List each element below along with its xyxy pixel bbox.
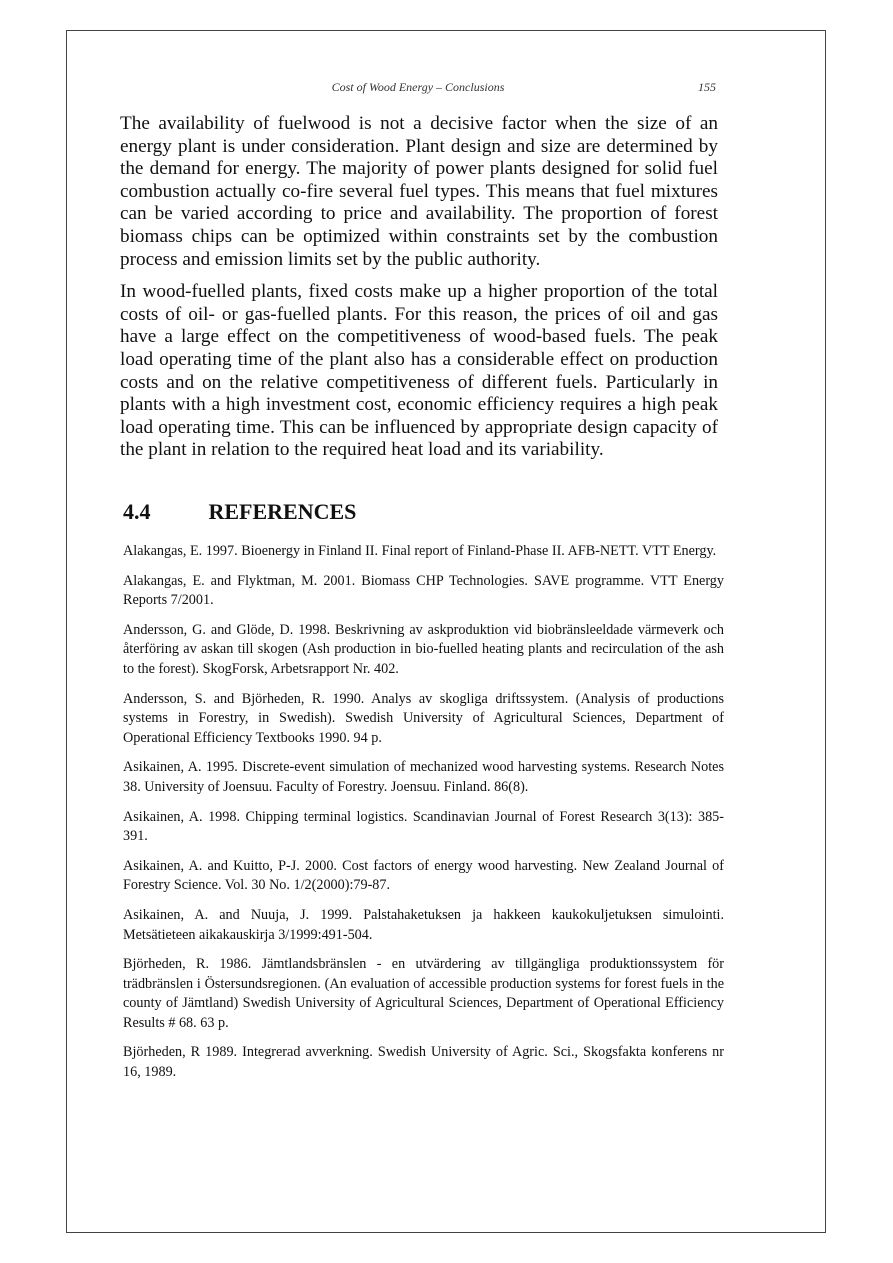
running-header bbox=[120, 80, 716, 100]
reference-item: Andersson, S. and Björheden, R. 1990. Analys av skogliga driftssystem. (Analysis of productions systems in Forestry, in Swedish). Swedish University of Agricultural Sciences, Department of Operational Efficiency Textbooks 1990. 94 p. bbox=[123, 690, 724, 746]
section-number: 4.4 bbox=[123, 499, 151, 524]
reference-item: Andersson, G. and Glöde, D. 1998. Beskrivning av askproduktion vid biobränsleeldade värmeverk och återföring av askan till skogen (Ash production in bio-fuelled heating plants and recirculation of the ash to the forest). SkogForsk, Arbetsrapport Nr. 402. bbox=[123, 621, 724, 677]
body-text bbox=[120, 113, 718, 472]
paragraph: In wood-fuelled plants, fixed costs make up a higher proportion of the total costs of oil- or gas-fuelled plants. For this reason, the prices of oil and gas have a large effect on the competitiveness of wood-based fuels. The peak load operating time of the plant also has a considerable effect on production costs and on the relative competitiveness of different fuels. Particularly in plants with a high investment cost, economic efficiency requires a high peak load operating time. This can be influenced by appropriate design capacity of the plant in relation to the required heat load and its variability. bbox=[120, 281, 718, 461]
reference-item: Björheden, R 1989. Integrerad avverkning. Swedish University of Agric. Sci., Skogsfakta konferens nr 16, 1989. bbox=[123, 1044, 724, 1081]
reference-item: Asikainen, A. 1998. Chipping terminal logistics. Scandinavian Journal of Forest Research 3(13): 385-391. bbox=[123, 808, 724, 845]
reference-item: Asikainen, A. 1995. Discrete-event simulation of mechanized wood harvesting systems. Research Notes 38. University of Joensuu. Faculty of Forestry. Joensuu. Finland. 86(8). bbox=[123, 759, 724, 795]
section-title: REFERENCES bbox=[208, 499, 357, 524]
running-header-title: Cost of Wood Energy – Conclusions bbox=[331, 80, 505, 94]
reference-item: Asikainen, A. and Kuitto, P-J. 2000. Cost factors of energy wood harvesting. New Zealand Journal of Forestry Science. Vol. 30 No. 1/2(2000):79-87. bbox=[123, 857, 724, 894]
section-heading bbox=[123, 499, 719, 525]
page-number: 155 bbox=[698, 80, 716, 94]
reference-item: Björheden, R. 1986. Jämtlandsbränslen - en utvärdering av tillgängliga produktionssystem för trädbränslen i Östersundsregionen. (An evaluation of accessible production systems for forest fuels in the county of Jämtland) Swedish University of Agricultural Sciences, Department of Operational Efficiency Results # 68. 63 p. bbox=[123, 956, 724, 1031]
reference-item: Alakangas, E. 1997. Bioenergy in Finland II. Final report of Finland-Phase II. AFB-NETT. VTT Energy. bbox=[123, 543, 717, 559]
reference-item: Asikainen, A. and Nuuja, J. 1999. Palstahaketuksen ja hakkeen kaukokuljetuksen simulointi. Metsätieteen aikakauskirja 3/1999:491-504. bbox=[123, 906, 724, 943]
paragraph: The availability of fuelwood is not a decisive factor when the size of an energy plant is under consideration. Plant design and size are determined by the demand for energy. The majority of power plants designed for solid fuel combustion actually co-fire several fuel types. This means that fuel mixtures can be varied according to price and availability. The proportion of forest biomass chips can be optimized within constraints set by the combustion process and emission limits set by the public authority. bbox=[120, 113, 718, 270]
reference-list bbox=[123, 542, 724, 1093]
reference-item: Alakangas, E. and Flyktman, M. 2001. Biomass CHP Technologies. SAVE programme. VTT Energy Reports 7/2001. bbox=[123, 572, 724, 609]
